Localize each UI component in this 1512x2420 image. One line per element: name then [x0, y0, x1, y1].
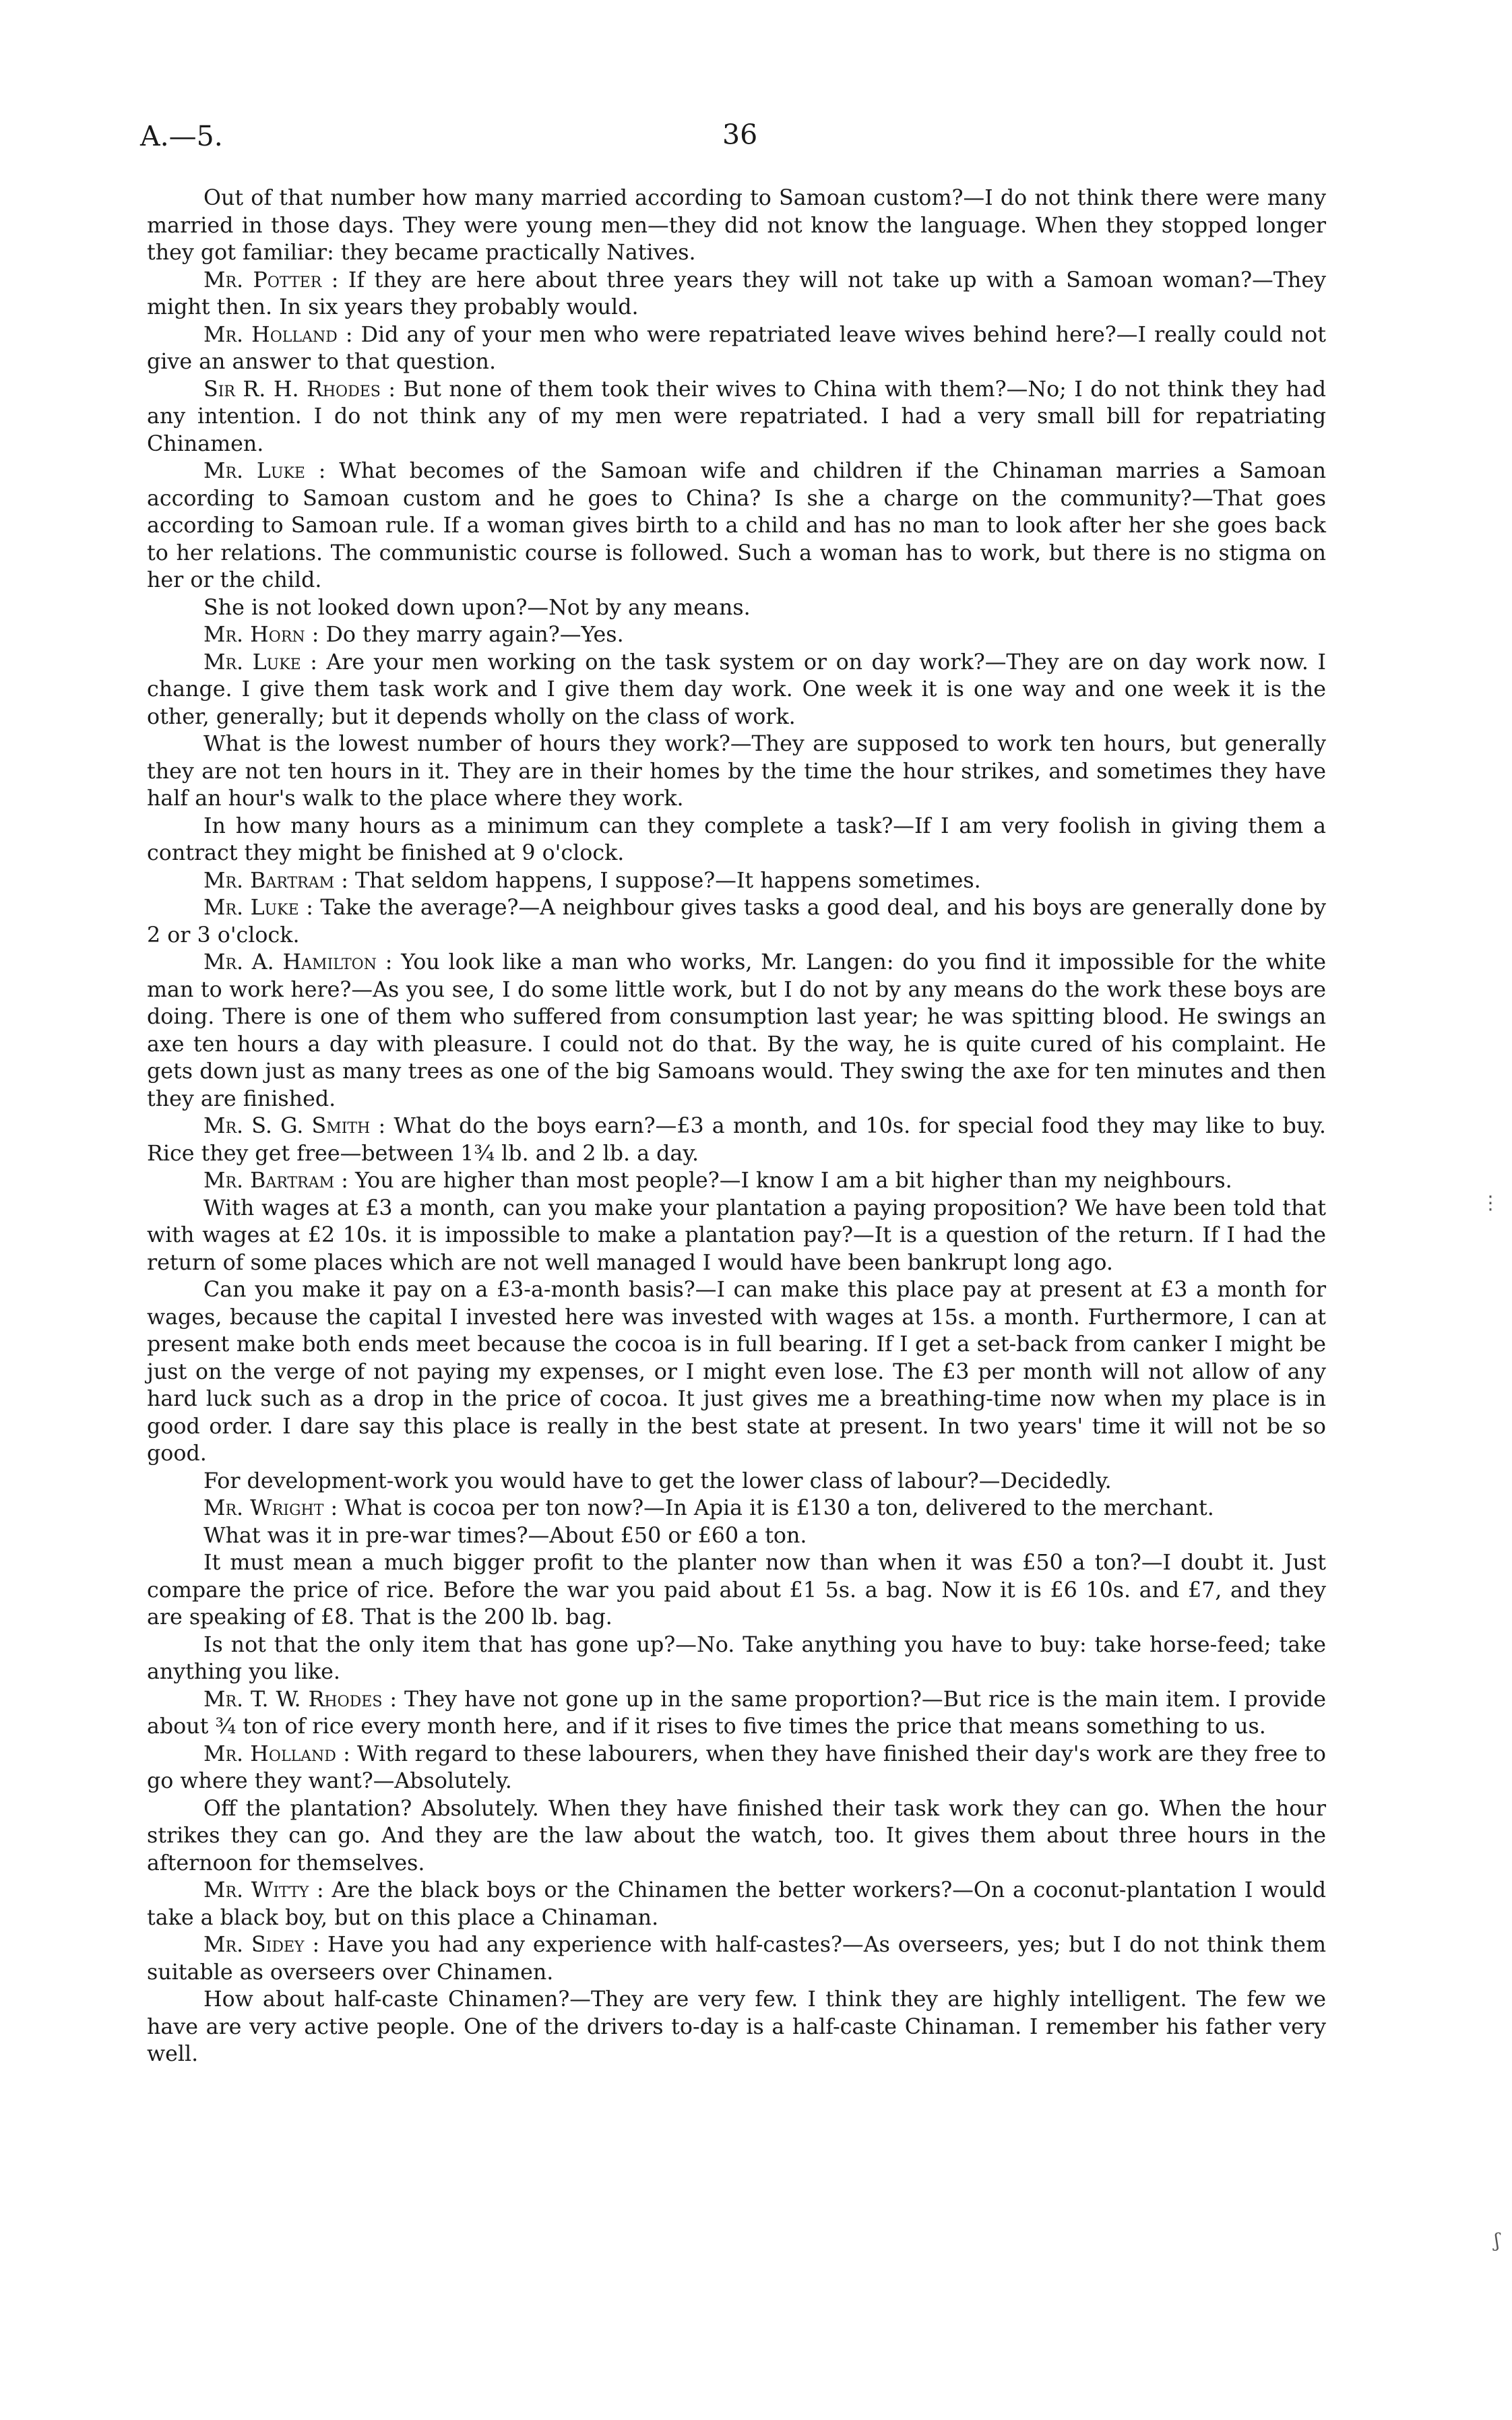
paragraph-text: Off the plantation? Absolutely. When they have finished their task work they can go. When the hour strikes they can go. And they are the law about the watch, too. It gives them about three hours in the afternoon for themselves. [147, 1796, 1326, 1875]
speaker-name: Mr. Bartram [203, 1169, 335, 1193]
speaker-name: Mr. Wright [203, 1496, 324, 1520]
paragraph-text: She is not looked down upon?—Not by any means. [203, 595, 751, 620]
paragraph-text: Did any of your men who were repatriated leave wives behind here?—I really could not give an answer to that question. [147, 322, 1326, 374]
paragraph: Sir R. H. Rhodes : But none of them took their wives to China with them?—No; I do not think they had any intention. I do not think any of my men were repatriated. I had a very small bill for repatriating Chinamen. [147, 377, 1327, 456]
speaker-name: Mr. Bartram [203, 868, 335, 893]
paragraph-text: What is the lowest number of hours they work?—They are supposed to work ten hours, but generally they are not ten hours in it. They are in their homes by the time the hour strikes, and sometimes they have half an hour's walk to the place where they work. [147, 732, 1326, 811]
paragraph [147, 731, 1326, 813]
speaker-name: Mr. Holland [203, 1741, 336, 1766]
paragraph-text: With regard to these labourers, when they have finished their day's work are they free to go where they want?—Absolutely. [147, 1741, 1326, 1793]
speaker-name: Sir R. H. Rhodes [203, 377, 381, 402]
paragraph-text: They have not gone up in the same proportion?—But rice is the main item. I provide about ¾ ton of rice every month here, and if it rises to five times the price that means something to us. [147, 1687, 1327, 1739]
paragraph: Mr. S. G. Smith : What do the boys earn?—£3 a month, and 10s. for special food they may like to buy. Rice they get free—between 1¾ lb. and 2 lb. a day. [147, 1114, 1326, 1166]
paragraph-text: You are higher than most people?—I know I am a bit higher than my neighbours. [355, 1169, 1232, 1193]
paragraph: Mr. Holland : Did any of your men who were repatriated leave wives behind here?—I really could not give an answer to that question. [147, 322, 1326, 374]
paragraph [147, 1195, 1326, 1277]
paragraph: Mr. Bartram : That seldom happens, I suppose?—It happens sometimes. [203, 868, 981, 893]
speaker-name: Mr. Luke [203, 459, 305, 483]
paragraph: Mr. Holland : With regard to these labourers, when they have finished their day's work are they free to go where they want?—Absolutely. [147, 1741, 1326, 1793]
paragraph [147, 813, 1326, 867]
paragraph-text: What was it in pre-war times?—About £50 or £60 a ton. [203, 1523, 807, 1548]
paragraph [147, 1549, 1326, 1632]
speaker-name: Mr. Witty [203, 1878, 309, 1902]
speaker-name: Mr. Potter [203, 268, 322, 292]
page-number: 36 [722, 119, 758, 151]
margin-speck: ʃ [1494, 2229, 1500, 2252]
margin-speck: ⋮ [1481, 1191, 1500, 1214]
paragraph [147, 1632, 1326, 1686]
speaker-name: Mr. A. Hamilton [203, 950, 377, 974]
paragraph-text: Take the average?—A neighbour gives tasks a good deal, and his boys are generally done by 2 or 3 o'clock. [147, 896, 1326, 948]
paragraph: Mr. Luke : What becomes of the Samoan wife and children if the Chinaman marries a Samoan according to Samoan custom and he goes to China? Is she a charge on the community?—That goes according to Samoan rule. If a woman gives birth to a child and has no man to look after her she goes back to her relations. The communistic course is followed. Such a woman has to work, but there is no stigma on her or the child. [147, 459, 1326, 592]
paragraph [147, 1468, 1326, 1495]
paragraph: Mr. Luke : Take the average?—A neighbour gives tasks a good deal, and his boys are generally done by 2 or 3 o'clock. [147, 896, 1326, 948]
paragraph: Mr. Potter : If they are here about three years they will not take up with a Samoan woman?—They might then. In six years they probably would. [147, 268, 1326, 319]
paragraph [147, 1795, 1326, 1878]
paragraph-text: Are your men working on the task system or on day work?—They are on day work now. I change. I give them task work and I give them day work. One week it is one way and one week it is the other, generally; but it depends wholly on the class of work. [147, 650, 1326, 729]
paragraph-text: It must mean a much bigger profit to the planter now than when it was £50 a ton?—I doubt it. Just compare the price of rice. Before the war you paid about £1 5s. a bag. Now it is £6 10s. and £7, and they are speaking of £8. That is the 200 lb. bag. [147, 1551, 1326, 1630]
paragraph-text: That seldom happens, I suppose?—It happens sometimes. [355, 868, 981, 893]
paragraph-text: What becomes of the Samoan wife and children if the Chinaman marries a Samoan according to Samoan custom and he goes to China? Is she a charge on the community?—That goes according to Samoan rule. If a woman gives birth to a child and has no man to look after her she goes back to her relations. The communistic course is followed. Such a woman has to work, but there is no stigma on her or the child. [147, 459, 1326, 592]
paragraph: Mr. Wright : What is cocoa per ton now?—In Apia it is £130 a ton, delivered to the merchant. [203, 1496, 1214, 1520]
paragraph-text: Are the black boys or the Chinamen the better workers?—On a coconut-plantation I would take a black boy, but on this place a Chinaman. [147, 1878, 1326, 1930]
paragraph-text: Can you make it pay on a £3-a-month basis?—I can make this place pay at present at £3 a month for wages, because the capital I invested here was invested with wages at 15s. a month. Furthermore, I can at present make both ends meet because the cocoa is in full bearing. If I get a set-back from canker I might be just on the verge of not paying my expenses, or I might even lose. The £3 per month will not allow of any hard luck such as a drop in the price of cocoa. It just gives me a breathing-time now when my place is in good order. I dare say this place is really in the best state at present. In two years' time it will not be so good. [147, 1278, 1326, 1466]
paragraph-text: How about half-caste Chinamen?—They are very few. I think they are highly intelligent. The few we have are very active people. One of the drivers to-day is a half-caste Chinaman. I remember his father very well. [147, 1987, 1326, 2066]
paragraph: Mr. Witty : Are the black boys or the Chinamen the better workers?—On a coconut-plantation I would take a black boy, but on this place a Chinaman. [147, 1878, 1326, 1930]
paragraph-text: What is cocoa per ton now?—In Apia it is £130 a ton, delivered to the merchant. [344, 1496, 1214, 1520]
speaker-name: Mr. Sidey [203, 1933, 305, 1957]
paragraph-text: Is not that the only item that has gone up?—No. Take anything you have to buy: take horse-feed; take anything you like. [147, 1632, 1326, 1684]
paragraph: Mr. Sidey : Have you had any experience with half-castes?—As overseers, yes; but I do not think them suitable as overseers over Chinamen. [147, 1933, 1326, 1985]
paragraph: Mr. A. Hamilton : You look like a man who works, Mr. Langen: do you find it impossible for the white man to work here?—As you see, I do some little work, but I do not by any means do the work these boys are doing. There is one of them who suffered from consumption last year; he was spitting blood. He swings an axe ten hours a day with pleasure. I could not do that. By the way, he is quite cured of his complaint. He gets down just as many trees as one of the big Samoans would. They swing the axe for ten minutes and then they are finished. [147, 950, 1327, 1111]
paragraph [147, 1276, 1326, 1468]
paragraph [147, 185, 1326, 267]
paragraph-text: You look like a man who works, Mr. Langen: do you find it impossible for the white man to work here?—As you see, I do some little work, but I do not by any means do the work these boys are doing. There is one of them who suffered from consumption last year; he was spitting blood. He swings an axe ten hours a day with pleasure. I could not do that. By the way, he is quite cured of his complaint. He gets down just as many trees as one of the big Samoans would. They swing the axe for ten minutes and then they are finished. [147, 950, 1327, 1111]
document-body [147, 185, 1326, 2068]
speaker-name: Mr. Holland [203, 322, 338, 347]
paragraph-text: For development-work you would have to get the lower class of labour?—Decidedly. [203, 1468, 1112, 1493]
paragraph [147, 1522, 1326, 1550]
paragraph-text: Do they marry again?—Yes. [325, 623, 624, 647]
paragraph [147, 594, 1326, 622]
paragraph: Mr. T. W. Rhodes : They have not gone up in the same proportion?—But rice is the main item. I provide about ¾ ton of rice every month here, and if it rises to five times the price that means something to us. [147, 1687, 1327, 1739]
paragraph-text: In how many hours as a minimum can they complete a task?—If I am very foolish in giving them a contract they might be finished at 9 o'clock. [147, 813, 1326, 865]
paragraph-text: With wages at £3 a month, can you make your plantation a paying proposition? We have been told that with wages at £2 10s. it is impossible to make a plantation pay?—It is a question of the return. If I had the return of some places which are not well managed I would have been bankrupt long ago. [147, 1196, 1326, 1275]
paragraph: Mr. Bartram : You are higher than most people?—I know I am a bit higher than my neighbours. [203, 1169, 1232, 1193]
speaker-name: Mr. Luke [203, 896, 299, 920]
paragraph-text: What do the boys earn?—£3 a month, and 10s. for special food they may like to buy. Rice they get free—between 1¾ lb. and 2 lb. a day. [147, 1114, 1326, 1166]
paragraph: Mr. Horn : Do they marry again?—Yes. [203, 623, 624, 647]
paragraph [147, 1986, 1326, 2068]
paragraph-text: But none of them took their wives to China with them?—No; I do not think they had any intention. I do not think any of my men were repatriated. I had a very small bill for repatriating Chinamen. [147, 377, 1327, 456]
paragraph-text: Out of that number how many married according to Samoan custom?—I do not think there were many married in those days. They were young men—they did not know the language. When they stopped longer they got familiar: they became practically Natives. [147, 186, 1326, 265]
speaker-name: Mr. Luke [203, 650, 301, 675]
speaker-name: Mr. S. G. Smith [203, 1114, 371, 1138]
speaker-name: Mr. Horn [203, 623, 305, 647]
page-reference: A.—5. [140, 120, 223, 152]
paragraph-text: If they are here about three years they will not take up with a Samoan woman?—They might then. In six years they probably would. [147, 268, 1326, 319]
paragraph-text: Have you had any experience with half-castes?—As overseers, yes; but I do not think them suitable as overseers over Chinamen. [147, 1933, 1326, 1985]
paragraph: Mr. Luke : Are your men working on the task system or on day work?—They are on day work now. I change. I give them task work and I give them day work. One week it is one way and one week it is the other, generally; but it depends wholly on the class of work. [147, 650, 1326, 729]
speaker-name: Mr. T. W. Rhodes [203, 1687, 383, 1712]
